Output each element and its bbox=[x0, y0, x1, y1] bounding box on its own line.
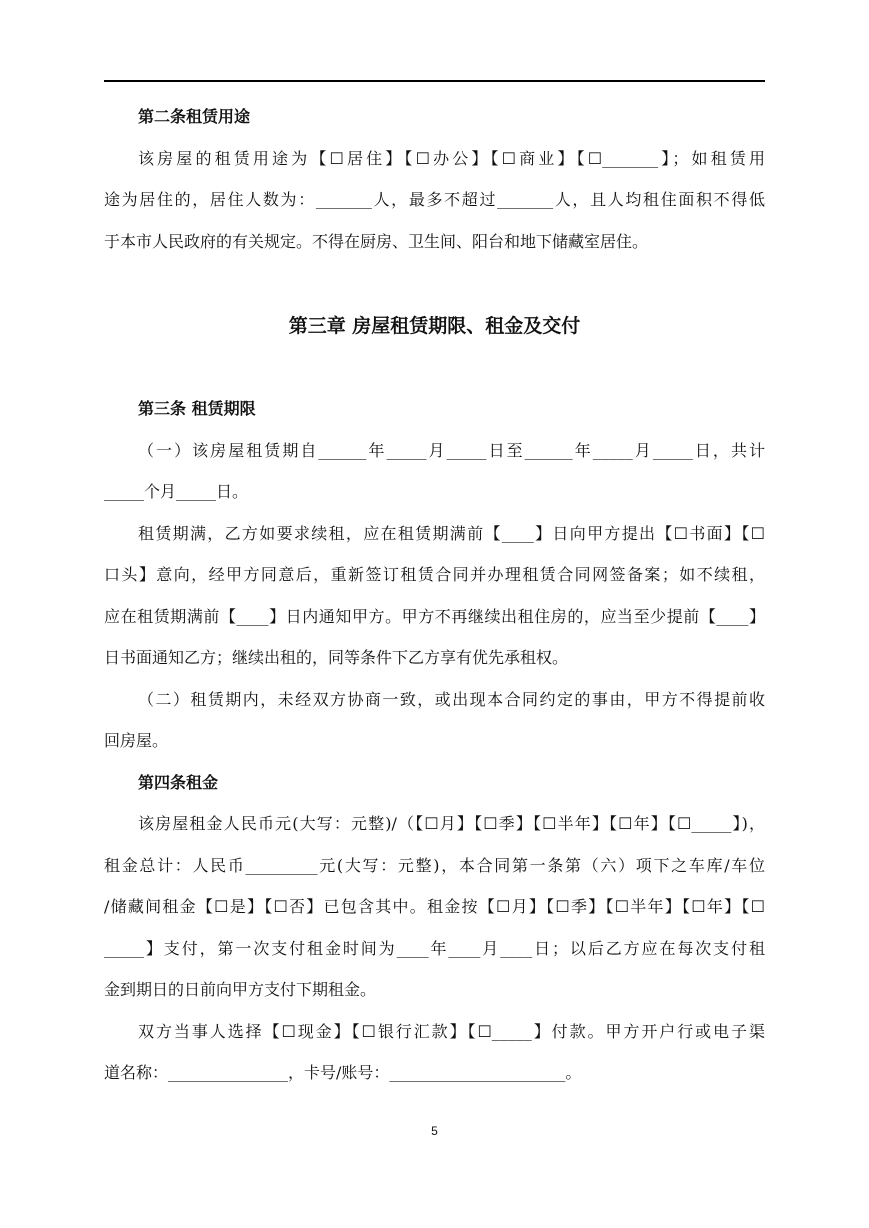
article-3-heading: 第三条 租赁期限 bbox=[138, 399, 256, 418]
article-3-line-4: 口头】意向，经甲方同意后，重新签订租赁合同并办理租赁合同网签备案；如不续租， bbox=[104, 565, 765, 584]
article-2-line-1: 该房屋的租赁用途为【☐居住】【☐办公】【☐商业】【☐_______】；如租赁用 bbox=[138, 149, 765, 168]
page-number: 5 bbox=[431, 1124, 438, 1138]
article-4-line-6: 双方当事人选择【☐现金】【☐银行汇款】【☐_____】付款。甲方开户行或电子渠 bbox=[138, 1022, 765, 1041]
article-3-line-6: 日书面通知乙方；继续出租的，同等条件下乙方享有优先承租权。 bbox=[104, 648, 569, 667]
article-3-line-2: _____个月_____日。 bbox=[104, 482, 249, 501]
chapter-3-title: 第三章 房屋租赁期限、租金及交付 bbox=[288, 315, 581, 337]
article-2-line-3: 于本市人民政府的有关规定。不得在厨房、卫生间、阳台和地下储藏室居住。 bbox=[104, 232, 649, 251]
article-4-line-2: 租金总计：人民币_________元(大写：元整)，本合同第一条第（六）项下之车库/车位 bbox=[104, 856, 765, 875]
article-4-line-4: _____】支付，第一次支付租金时间为____年____月____日；以后乙方应在每次支付租 bbox=[104, 939, 765, 958]
article-4-line-5: 金到期日的日前向甲方支付下期租金。 bbox=[104, 980, 377, 999]
article-3-line-1: （一）该房屋租赁期自______年_____月_____日至______年_____月_____日，共计 bbox=[138, 441, 765, 460]
article-4-line-7: 道名称：_______________，卡号/账号：______________________。 bbox=[104, 1063, 582, 1082]
article-3-line-3: 租赁期满，乙方如要求续租，应在租赁期满前【____】日向甲方提出【☐书面】【☐ bbox=[138, 524, 765, 543]
article-3-line-5: 应在租赁期满前【____】日内通知甲方。甲方不再继续出租住房的，应当至少提前【____】 bbox=[104, 607, 765, 626]
article-4-heading: 第四条租金 bbox=[138, 773, 219, 792]
article-4-line-1: 该房屋租金人民币元(大写：元整)/（【☐月】【☐季】【☐半年】【☐年】【☐_____】)， bbox=[138, 814, 765, 833]
article-4-line-3: /储藏间租金【☐是】【☐否】已包含其中。租金按【☐月】【☐季】【☐半年】【☐年】【☐ bbox=[104, 897, 765, 916]
article-3-line-7: （二）租赁期内，未经双方协商一致，或出现本合同约定的事由，甲方不得提前收 bbox=[138, 690, 765, 709]
article-2-line-2: 途为居住的，居住人数为：_______人，最多不超过_______人，且人均租住面积不得低 bbox=[104, 190, 765, 209]
article-3-line-8: 回房屋。 bbox=[104, 731, 169, 750]
article-2-heading: 第二条租赁用途 bbox=[138, 107, 251, 126]
header-rule bbox=[104, 80, 765, 82]
